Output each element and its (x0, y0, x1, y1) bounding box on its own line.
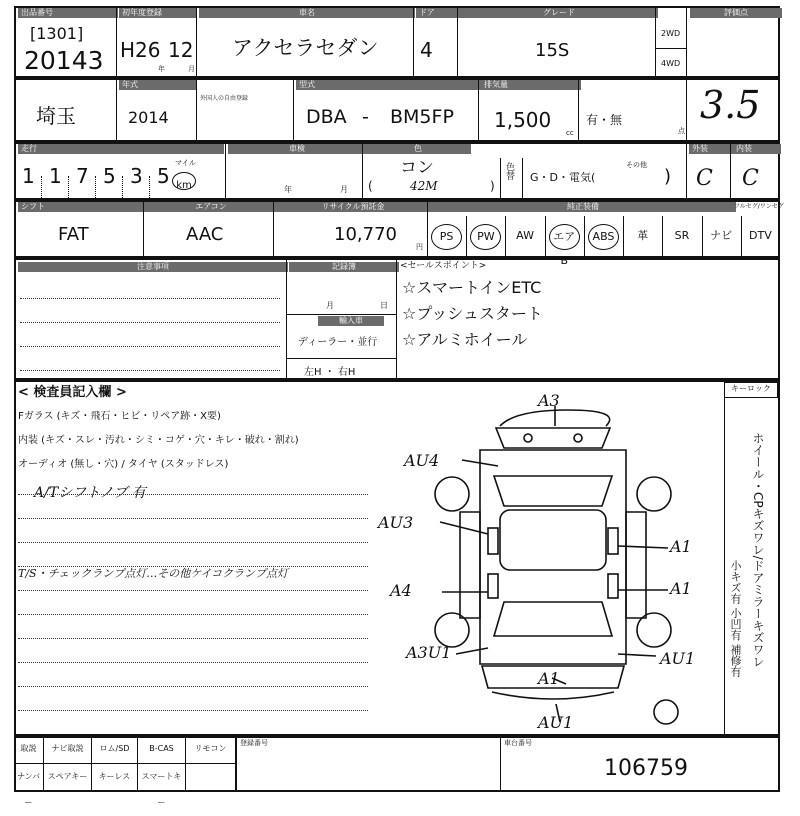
equipment-divider (584, 216, 585, 258)
damage-mark: AU1 (538, 713, 574, 732)
notes-label: 注意事項 (18, 262, 288, 272)
equipment-label-text: ABS (592, 230, 615, 243)
equipment-item (706, 224, 737, 250)
inspector-line (18, 710, 368, 711)
insp-month: 月 (340, 185, 348, 194)
interior-grade: C (742, 166, 759, 191)
inspector-lines (18, 470, 373, 730)
aircon-label: エアコン (146, 202, 276, 212)
divider (578, 78, 579, 142)
score-label: 評価点 (690, 8, 782, 18)
divider (196, 6, 197, 78)
model-code: BM5FP (390, 106, 454, 128)
damage-mark: AU3 (378, 513, 414, 532)
doors-label: ドア (416, 8, 460, 18)
footer-item-label: B-CAS (149, 744, 174, 753)
shift-label: シフト (18, 202, 146, 212)
color-paren-close: ) (490, 179, 495, 193)
equipment-extra-label: フルセグ/ワンセグ (734, 203, 784, 210)
notes-line (20, 346, 280, 347)
grade-label: グレード (460, 8, 658, 18)
first-reg-label: 初年度登録 (119, 8, 197, 18)
first-reg-era: H26 (120, 38, 161, 62)
equipment-item (470, 224, 501, 250)
color-change-side: 色替 (504, 162, 514, 180)
inspector-line (18, 638, 368, 639)
key-lock-label: キーロック (731, 384, 771, 393)
mileage-digit: 1 (49, 164, 62, 188)
cc-unit: cc (566, 129, 574, 137)
footer-item (92, 764, 138, 792)
km-circle (172, 172, 196, 190)
equipment-label-text: PW (477, 230, 495, 243)
exterior-label: 外装 (689, 144, 733, 154)
lot-prefix: [1301] (30, 24, 84, 43)
mileage-unit-top: マイル (175, 159, 196, 167)
interior-line: 内装 (キズ・スレ・汚れ・シミ・コゲ・穴・キレ・破れ・割れ) (18, 435, 299, 446)
chassis-label: 車台番号 (504, 739, 532, 747)
score: 3.5 (700, 83, 761, 127)
inspector-line (18, 518, 368, 519)
divider (522, 158, 523, 200)
model-year: 2014 (128, 108, 169, 127)
footer-items (14, 736, 236, 807)
year-unit: 年 (158, 65, 165, 73)
equipment-item (745, 224, 776, 250)
equipment-divider (702, 216, 703, 258)
damage-mark: A1 (538, 669, 560, 688)
color-code: 42M (410, 179, 438, 193)
divider (500, 158, 501, 200)
hand-note-1: A/Tシフトノブ 有 (34, 485, 146, 501)
divider (655, 6, 656, 78)
reg-no-label: 登録番号 (240, 739, 268, 747)
mileage-digit: 7 (76, 164, 89, 188)
mileage-digit: 5 (103, 164, 116, 188)
inspector-line (18, 686, 368, 687)
equipment-divider (545, 216, 546, 258)
divider (116, 6, 117, 78)
divider (724, 382, 725, 734)
mileage-label: 走行 (18, 144, 224, 154)
divider (286, 358, 396, 359)
inspector-line (18, 590, 368, 591)
sales-point-3: ☆アルミホイール (402, 330, 528, 349)
model-prefix: DBA (306, 106, 347, 128)
inspector-line (18, 614, 368, 615)
footer-item-label: リモコン (194, 744, 227, 753)
displacement: 1,500 (494, 108, 552, 132)
equipment-item (666, 224, 697, 250)
equipment-label-text: PS (439, 230, 454, 243)
grade: 15S (535, 40, 570, 61)
recycle-unit: 円 (416, 243, 423, 251)
equipment-item (509, 224, 540, 250)
footer-item (44, 764, 92, 792)
equipment-item (588, 224, 619, 250)
sales-point-1: ☆スマートインETC (402, 278, 542, 297)
glass-line: Fガラス (キズ・飛石・ヒビ・リペア跡・X要) (18, 411, 221, 422)
color-label: 色 (365, 144, 471, 154)
car-diagram (370, 386, 720, 734)
sales-label: <セールスポイント> (400, 261, 487, 271)
divider (457, 6, 458, 78)
sales-point-2: ☆プッシュスタート (402, 304, 543, 323)
first-reg-month: 12 (168, 38, 194, 62)
inspector-line (18, 542, 368, 543)
divider (225, 142, 226, 200)
equipment-label: 純正装備 (430, 202, 736, 212)
model-year-label: 年式 (119, 80, 197, 90)
divider (396, 258, 397, 380)
equipment-label-text: DTV (749, 229, 772, 242)
damage-mark: AU4 (404, 451, 440, 470)
footer-item (186, 736, 236, 764)
mileage-digit: 1 (22, 164, 35, 188)
service-text: ディーラー・並行 (298, 337, 378, 348)
fuel-options: G・D・電気( (530, 171, 596, 184)
hand-note-2: T/S・チェックランプ点灯…その他ケイコクランプ点灯 (18, 567, 289, 580)
damage-mark: AU1 (660, 649, 696, 668)
footer-item (138, 764, 186, 807)
mileage-unit: km (176, 180, 192, 191)
divider (286, 258, 287, 380)
aircon: AAC (186, 224, 224, 245)
divider (413, 6, 414, 78)
notes-lines (20, 270, 282, 378)
color-paren: ( (368, 179, 373, 193)
shift: FAT (58, 224, 89, 245)
footer-item (14, 736, 44, 764)
footer-item (138, 736, 186, 764)
color: コン (400, 158, 434, 178)
record-month: 月 (326, 301, 334, 310)
footer-item-label: ナンバー (16, 772, 41, 807)
damage-mark: A4 (390, 581, 412, 600)
equipment-label-text: エアB (553, 230, 576, 267)
footer-item (92, 736, 138, 764)
footer-item-label: ロム/SD (99, 744, 130, 753)
equipment-item (549, 224, 580, 267)
equipment-divider (623, 216, 624, 258)
divider (655, 48, 686, 49)
equipment-divider (505, 216, 506, 258)
mileage-digits (14, 158, 190, 198)
model-code-label: 型式 (296, 80, 482, 90)
notes-line (20, 298, 280, 299)
inspector-line (18, 566, 368, 567)
recycle-fee: 10,770 (334, 224, 397, 245)
equipment-label-text: ナビ (710, 229, 733, 242)
score-unit: 点 (678, 127, 685, 135)
divider (686, 142, 687, 200)
model-name: アクセラセダン (232, 36, 379, 60)
equipment-item (627, 224, 658, 250)
record-label: 記録簿 (289, 262, 399, 272)
equipment-label-text: SR (674, 229, 690, 242)
divider (143, 200, 144, 258)
fuel-other-label: その他 (626, 161, 647, 169)
equipment-divider (466, 216, 467, 258)
footer-item (44, 736, 92, 764)
divider (196, 78, 197, 142)
side-note: ホイール・CPキズワレ/ドアミラーキズワレ (751, 432, 765, 668)
drive-4wd: 4WD (661, 59, 681, 68)
equipment-label-text: AW (516, 229, 534, 242)
recycle-label: リサイクル預託金 (276, 202, 430, 212)
inspector-line (18, 494, 368, 495)
divider (236, 736, 237, 792)
divider (478, 78, 479, 142)
displacement-label: 排気量 (481, 80, 581, 90)
month-unit: 月 (188, 65, 195, 73)
digit-divider (149, 176, 150, 198)
digit-divider (95, 176, 96, 198)
equipment-divider (741, 216, 742, 258)
notes-line (20, 322, 280, 323)
lot-number: 20143 (24, 46, 104, 75)
mileage-digit: 3 (130, 164, 143, 188)
inspector-line (18, 662, 368, 663)
equipment-divider (662, 216, 663, 258)
location: 埼玉 (36, 104, 76, 128)
turbo: 有・無 (586, 113, 623, 127)
side-note-2: 小キズ有 小凹有 補修有 (729, 560, 742, 677)
model-dash: - (362, 106, 369, 128)
inspector-title: < 検査員記入欄 > (18, 385, 127, 400)
equipment-item (431, 224, 462, 250)
drive-2wd: 2WD (661, 29, 681, 38)
audio-line: オーディオ (無し・穴) / タイヤ (スタッドレス) (18, 459, 229, 470)
handle-text: 左H ・ 右H (304, 367, 356, 378)
listing-label: 出品番号 (18, 8, 118, 18)
footer-item-label: スマートキー (141, 772, 182, 807)
divider (116, 78, 117, 142)
divider (730, 142, 731, 200)
damage-mark: A1 (670, 537, 692, 556)
mileage-digit: 5 (157, 164, 170, 188)
doors: 4 (420, 38, 433, 62)
footer-item-label: ナビ取説 (51, 744, 84, 753)
service-label: 輸入車 (318, 316, 384, 326)
inspection-label: 車検 (228, 144, 366, 154)
divider (286, 314, 396, 315)
fuel-close: ) (664, 166, 672, 187)
footer-item (14, 764, 44, 807)
damage-mark: A3U1 (406, 643, 452, 662)
divider (500, 736, 501, 792)
chassis-number: 106759 (604, 756, 688, 781)
equipment-label-text: 革 (637, 229, 649, 242)
footer-item-label: 取説 (20, 744, 37, 753)
footer-item-label: スペアキー (47, 772, 88, 781)
divider (273, 200, 274, 258)
digit-divider (122, 176, 123, 198)
divider (293, 78, 294, 142)
record-day: 日 (380, 301, 388, 310)
divider (362, 142, 363, 200)
digit-divider (41, 176, 42, 198)
damage-mark: A1 (670, 579, 692, 598)
equipment-row (427, 216, 780, 267)
import-label: 外国人の自由登録 (200, 95, 249, 102)
damage-mark: A3 (538, 391, 560, 410)
digit-divider (68, 176, 69, 198)
model-name-label: 車名 (199, 8, 415, 18)
interior-label: 内装 (733, 144, 781, 154)
exterior-grade: C (696, 166, 713, 191)
footer-item (186, 764, 236, 792)
footer-item-label: キーレス (98, 772, 131, 781)
notes-line (20, 370, 280, 371)
insp-year: 年 (284, 185, 292, 194)
